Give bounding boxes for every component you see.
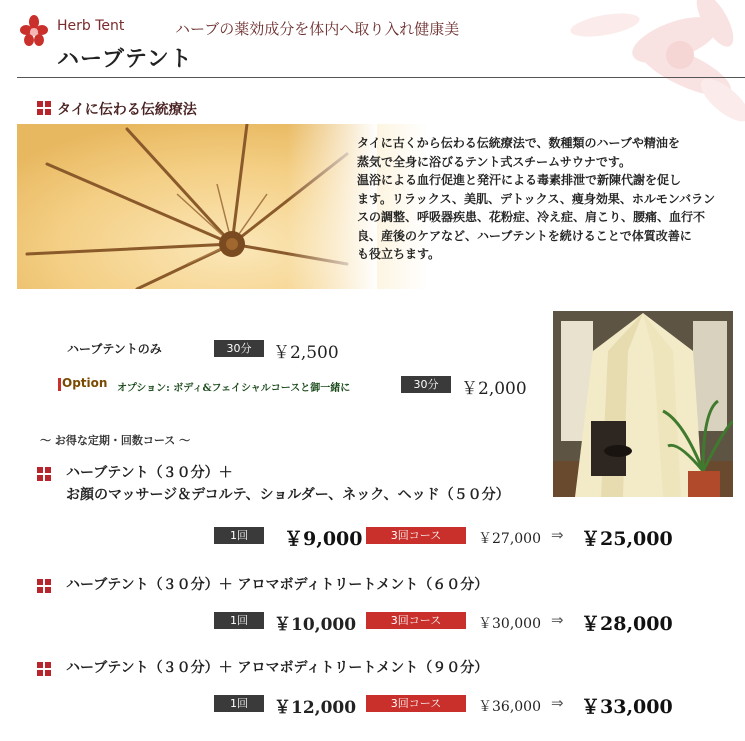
regular-price: ￥36,000 (478, 699, 541, 715)
plan-marker-icon (37, 662, 51, 676)
intro-line: スの調整、呼吸器疾患、花粉症、冷え症、肩こり、腰痛、血行不 (357, 210, 706, 224)
intro-line: ます。リラックス、美肌、デトックス、痩身効果、ホルモンバラン (357, 191, 716, 206)
page-header (0, 0, 745, 78)
tagline: ハーブの薬効成分を体内へ取り入れ健康美 (175, 20, 460, 38)
arrow-right-icon: ⇒ (551, 611, 564, 629)
course-price: ￥33,000 (581, 696, 673, 718)
single-session-badge: 1回 (214, 527, 264, 544)
intro-heading: タイに伝わる伝統療法 (57, 102, 197, 118)
intro-line: 良、産後のケアなど、ハーブテントを続けることで体質改善に (357, 228, 692, 243)
three-session-badge: 3回コース (366, 695, 466, 712)
intro-line: タイに古くから伝わる伝統療法で、数種類のハーブや精油を (357, 136, 680, 150)
plan-title-line: お顔のマッサージ＆デコルテ、ショルダー、ネック、ヘッド（５０分） (66, 487, 510, 503)
course-price: ￥28,000 (581, 613, 673, 635)
plan-title (66, 574, 488, 596)
single-session-badge: 1回 (214, 695, 264, 712)
plan-marker-icon (37, 579, 51, 593)
option-duration-badge: 30分 (401, 376, 451, 393)
brand-name: Herb Tent (57, 18, 125, 34)
flower-logo-icon (20, 14, 48, 48)
option-description: オプション: ボディ&フェイシャルコースと御一緒に (117, 383, 351, 394)
basic-label: ハーブテントのみ (67, 342, 162, 356)
courses-heading: ～ お得な定期・回数コース ～ (40, 434, 191, 447)
herb-tent-photo (553, 311, 733, 497)
plan-title-line: ハーブテント（３０分）＋ アロマボディトリートメント（９０分） (66, 660, 489, 676)
three-session-badge: 3回コース (366, 527, 466, 544)
arrow-right-icon: ⇒ (551, 694, 564, 712)
intro-line: も役立ちます。 (357, 247, 441, 261)
plan-title-line: ハーブテント（３０分）＋ (66, 465, 233, 481)
intro-description (357, 134, 717, 264)
umbrella-image (17, 124, 377, 289)
plan-title-line: ハーブテント（３０分）＋ アロマボディトリートメント（６０分） (66, 577, 489, 593)
basic-price: ￥2,500 (273, 343, 339, 363)
plan-title (66, 462, 510, 506)
page-title: ハーブテント (57, 46, 193, 72)
single-price: ￥9,000 (284, 528, 363, 550)
header-divider (17, 77, 745, 78)
option-tag: Option (62, 376, 108, 390)
single-price: ￥10,000 (274, 615, 357, 635)
regular-price: ￥30,000 (478, 616, 541, 632)
hero-banner (17, 124, 725, 289)
arrow-right-icon: ⇒ (551, 526, 564, 544)
regular-price: ￥27,000 (478, 531, 541, 547)
intro-line: 温浴による血行促進と発汗による毒素排泄で新陳代謝を促し (357, 173, 682, 187)
intro-line: 蒸気で全身に浴びるテント式スチームサウナです。 (357, 154, 631, 169)
three-session-badge: 3回コース (366, 612, 466, 629)
single-session-badge: 1回 (214, 612, 264, 629)
plan-marker-icon (37, 467, 51, 481)
plan-title (66, 657, 488, 679)
course-price: ￥25,000 (581, 528, 673, 550)
section-marker-icon (37, 101, 51, 115)
option-price: ￥2,000 (461, 379, 527, 399)
basic-duration-badge: 30分 (214, 340, 264, 357)
single-price: ￥12,000 (274, 698, 357, 718)
